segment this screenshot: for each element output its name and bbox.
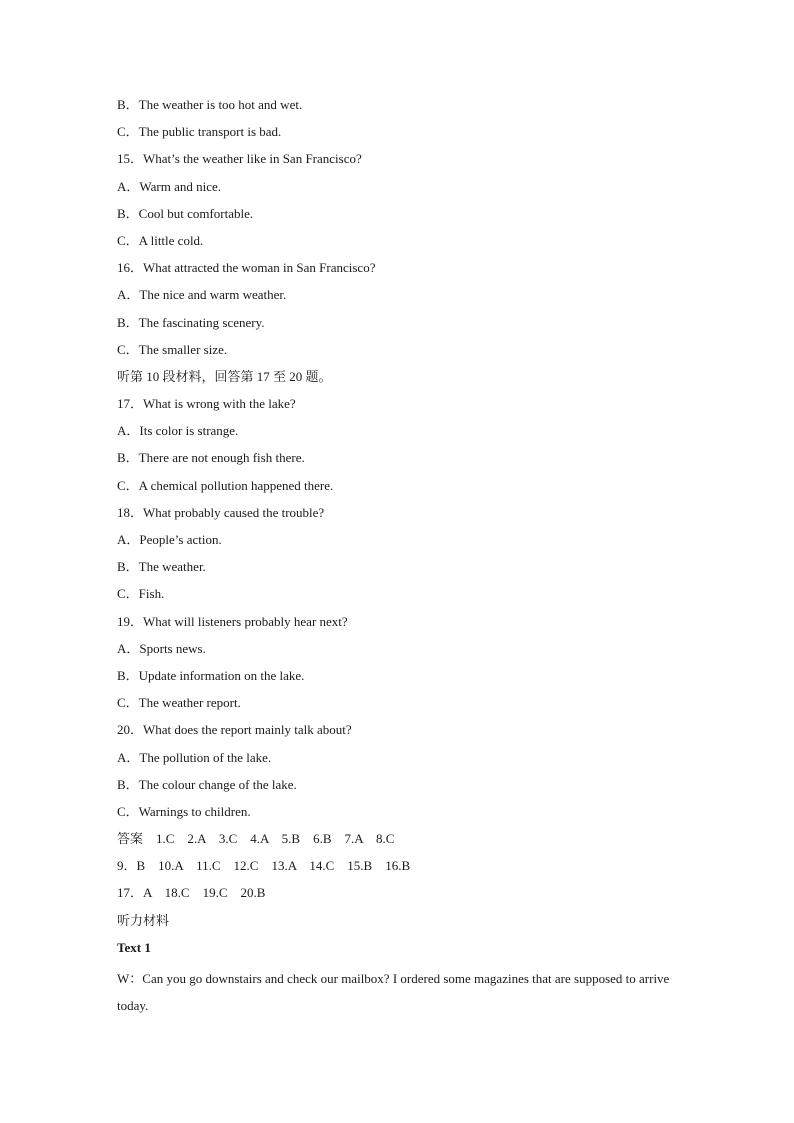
text1-heading: Text 1 [117,939,151,955]
option-line: C．The weather report. [117,695,241,711]
option-line: C．Fish. [117,586,165,602]
answer-key-line: 17．A 18.C 19.C 20.B [117,885,266,901]
option-line: B．The weather is too hot and wet. [117,97,303,112]
option-line: B．The colour change of the lake. [117,776,297,792]
option-line: B．Update information on the lake. [117,667,305,683]
question-19: 19．What will listeners probably hear next? [117,613,348,629]
question-15: 15．What’s the weather like in San Francisco? [117,151,362,167]
option-line: A．The pollution of the lake. [117,749,272,765]
question-17: 17．What is wrong with the lake? [117,396,296,412]
option-line: B．The fascinating scenery. [117,314,265,330]
option-line: C．A little cold. [117,232,204,248]
listening-material-heading: 听力材料 [117,912,170,928]
option-line: C．Warnings to children. [117,803,251,819]
option-line: A．People’s action. [117,532,222,547]
question-18: 18．What probably caused the trouble? [117,504,325,520]
option-line: B．The weather. [117,559,206,575]
document-body [117,95,697,1019]
question-20: 20．What does the report mainly talk about? [117,722,352,738]
question-16: 16．What attracted the woman in San Francisco? [117,260,376,276]
option-line: B．Cool but comfortable. [117,205,254,221]
answer-key-line: 答案 1.C 2.A 3.C 4.A 5.B 6.B 7.A 8.C [117,831,395,847]
answer-key-line: 9．B 10.A 11.C 12.C 13.A 14.C 15.B 16.B [117,858,411,874]
option-line: C．The public transport is bad. [117,124,282,140]
option-line: C．A chemical pollution happened there. [117,477,334,493]
section-instruction: 听第 10 段材料，回答第 17 至 20 题。 [117,368,332,384]
option-line: A．Warm and nice. [117,178,222,194]
option-line: A．Sports news. [117,640,206,656]
text1-body: W：Can you go downstairs and check our mailbox? I ordered some magazines that are supposed to arrive today. [117,971,670,1013]
option-line: A．Its color is strange. [117,423,239,439]
option-line: C．The smaller size. [117,341,228,357]
option-line: B．There are not enough fish there. [117,450,305,466]
option-line: A．The nice and warm weather. [117,287,287,303]
